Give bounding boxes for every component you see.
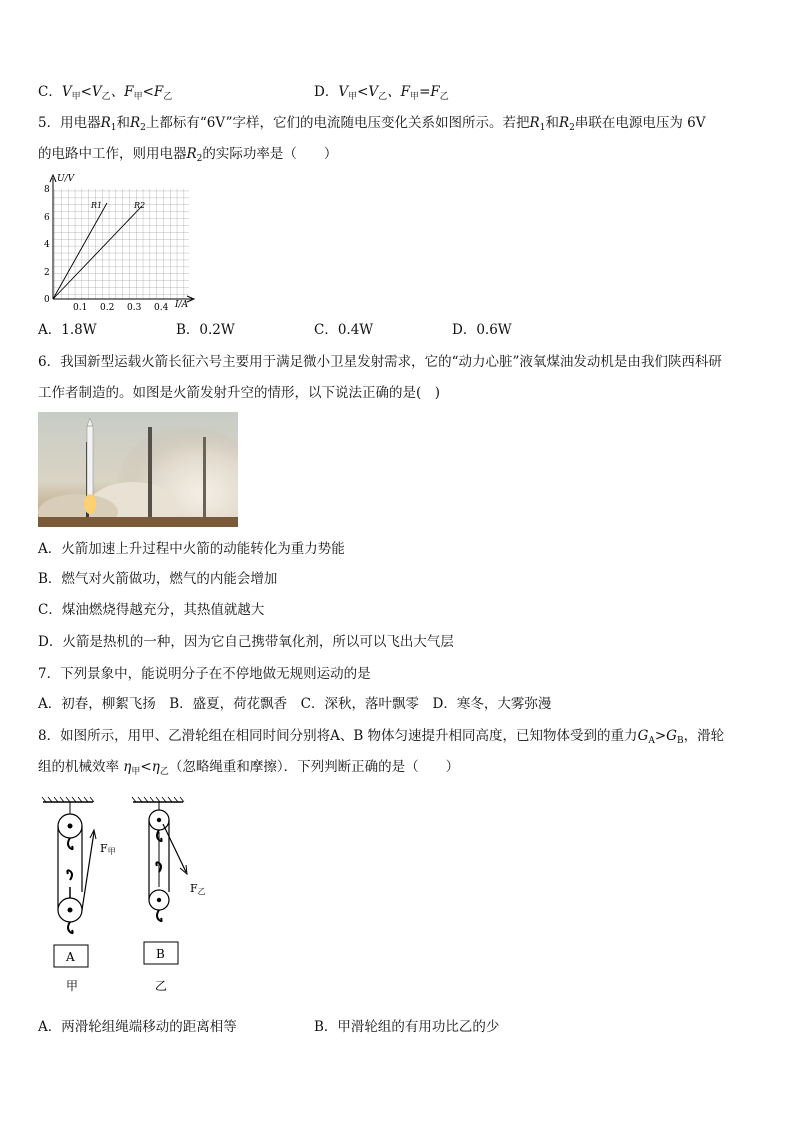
q5-option-a: A．1.8W xyxy=(38,322,97,338)
y-axis-label: U/V xyxy=(57,174,75,184)
q7-stem: 7．下列景象中，能说明分子在不停地做无规则运动的是 xyxy=(38,666,371,682)
q5-stem-line2: 的电路中工作，则用电器$R_2$的实际功率是（ ） xyxy=(38,146,338,164)
q5-uv-graph xyxy=(34,170,199,315)
rocket xyxy=(87,426,93,496)
graph-grid xyxy=(53,189,189,299)
q6-option-d: D．火箭是热机的一种，因为它自己携带氧化剂，所以可以飞出大气层 xyxy=(38,634,454,650)
y-tick: 0 xyxy=(44,295,50,305)
pulley-system-yi xyxy=(132,797,206,993)
q8-option-b: B．甲滑轮组的有用功比乙的少 xyxy=(314,1019,500,1035)
q8-option-a: A．两滑轮组绳端移动的距离相等 xyxy=(38,1019,237,1035)
pulley-system-jia xyxy=(42,797,116,993)
block-a-label: A xyxy=(66,950,75,964)
q6-stem-line1: 6．我国新型运载火箭长征六号主要用于满足微小卫星发射需求，它的“动力心脏”液氧煤油发动机是由我们陕西科研 xyxy=(38,354,722,370)
pulley-systems-figure xyxy=(38,792,238,1002)
q6-option-c: C．煤油燃烧得越充分，其热值就越大 xyxy=(38,602,265,618)
q4-option-c: C．$V_甲<V_乙$、$F_甲<F_乙$ xyxy=(38,84,173,102)
rocket-launch-photo xyxy=(38,412,238,527)
q6-option-a: A．火箭加速上升过程中火箭的动能转化为重力势能 xyxy=(38,541,345,557)
rocket-flame xyxy=(84,494,96,514)
q4-option-d: D．$V_甲<V_乙$、$F_甲=F_乙$ xyxy=(314,84,449,102)
q5-option-c: C．0.4W xyxy=(314,322,374,338)
q5-option-d: D．0.6W xyxy=(452,322,512,338)
q6-stem-line2: 工作者制造的。如图是火箭发射升空的情形，以下说法正确的是( ) xyxy=(38,385,441,401)
caption-yi: 乙 xyxy=(155,979,168,993)
y-tick: 2 xyxy=(44,268,50,278)
q8-stem-line2: 组的机械效率 $\eta_甲<\eta_乙$（忽略绳重和摩擦）．下列判断正确的是（ ） xyxy=(38,759,460,777)
y-tick: 4 xyxy=(44,240,50,250)
x-axis-label: I/A xyxy=(175,300,189,310)
r1-label: R1 xyxy=(91,201,103,210)
y-tick: 6 xyxy=(44,213,50,223)
force-yi-label: F乙 xyxy=(190,882,206,896)
q6-option-b: B．燃气对火箭做功，燃气的内能会增加 xyxy=(38,571,278,587)
block-b-label: B xyxy=(156,947,165,961)
q5-stem-line1: 5．用电器$R_1$和$R_2$上都标有“6V”字样，它们的电流随电压变化关系如图所示。若把$R_1$和$R_2$串联在电源电压为 6V xyxy=(38,115,706,133)
x-tick: 0.1 xyxy=(73,303,88,313)
r2-label: R2 xyxy=(134,201,146,210)
q7-options: A．初春，柳絮飞扬 B．盛夏，荷花飘香 C．深秋，落叶飘零 D．寒冬，大雾弥漫 xyxy=(38,696,552,712)
q5-option-b: B．0.2W xyxy=(176,322,235,338)
force-jia-label: F甲 xyxy=(100,842,116,856)
x-tick: 0.4 xyxy=(154,303,169,313)
q8-stem-line1: 8．如图所示，用甲、乙滑轮组在相同时间分别将A、B 物体匀速提升相同高度，已知物体受到的重力$G_A>G_B$，滑轮 xyxy=(38,728,725,746)
x-tick: 0.3 xyxy=(127,303,142,313)
caption-jia: 甲 xyxy=(66,979,79,993)
y-tick: 8 xyxy=(44,185,50,195)
x-tick: 0.2 xyxy=(100,303,115,313)
